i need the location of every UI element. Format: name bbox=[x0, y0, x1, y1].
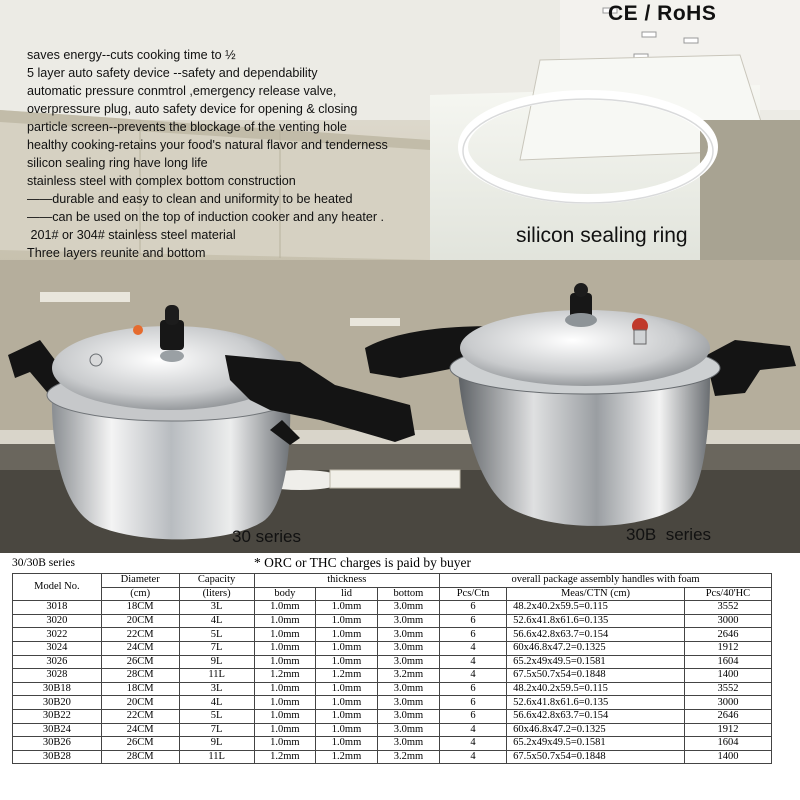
feature-item: particle screen--prevents the blockage of the venting hole bbox=[27, 120, 347, 134]
table-cell: 30B18 bbox=[13, 682, 102, 696]
series-30b-label: 30B series bbox=[626, 525, 712, 544]
feature-item: Three layers reunite and bottom bbox=[27, 246, 206, 260]
table-cell: 60x46.8x47.2=0.1325 bbox=[507, 641, 685, 655]
table-cell: 48.2x40.2x59.5=0.115 bbox=[507, 682, 685, 696]
table-cell: 1.0mm bbox=[316, 723, 378, 737]
table-cell: 30B26 bbox=[13, 737, 102, 751]
table-cell: 1.0mm bbox=[316, 655, 378, 669]
table-cell: 3.0mm bbox=[377, 709, 439, 723]
table-cell: 1.2mm bbox=[316, 750, 378, 764]
table-cell: 11L bbox=[179, 669, 254, 683]
table-cell: 65.2x49x49.5=0.1581 bbox=[507, 737, 685, 751]
table-cell: 26CM bbox=[101, 655, 179, 669]
table-cell: 48.2x40.2x59.5=0.115 bbox=[507, 601, 685, 615]
table-cell: 1.0mm bbox=[316, 682, 378, 696]
table-row bbox=[13, 696, 772, 710]
table-cell: 1.0mm bbox=[254, 737, 316, 751]
table-cell: 1.0mm bbox=[254, 723, 316, 737]
table-row bbox=[13, 628, 772, 642]
table-cell: 3028 bbox=[13, 669, 102, 683]
table-cell: 52.6x41.8x61.6=0.135 bbox=[507, 614, 685, 628]
table-row bbox=[13, 614, 772, 628]
table-cell: 24CM bbox=[101, 723, 179, 737]
col-pcs-hc: Pcs/40'HC bbox=[684, 587, 771, 601]
table-cell: 3552 bbox=[684, 601, 771, 615]
table-cell: 4 bbox=[440, 655, 507, 669]
col-diameter: Diameter bbox=[101, 574, 179, 588]
col-lid: lid bbox=[316, 587, 378, 601]
table-cell: 30B28 bbox=[13, 750, 102, 764]
table-cell: 1.0mm bbox=[254, 682, 316, 696]
table-cell: 1.0mm bbox=[254, 655, 316, 669]
table-cell: 7L bbox=[179, 641, 254, 655]
feature-item: healthy cooking-retains your food's natural flavor and tenderness bbox=[27, 138, 388, 152]
col-body: body bbox=[254, 587, 316, 601]
table-cell: 5L bbox=[179, 709, 254, 723]
table-cell: 4 bbox=[440, 641, 507, 655]
table-cell: 3.2mm bbox=[377, 669, 439, 683]
feature-list bbox=[27, 46, 388, 262]
table-cell: 3026 bbox=[13, 655, 102, 669]
silicone-ring-image bbox=[448, 82, 728, 212]
col-diameter-unit: (cm) bbox=[101, 587, 179, 601]
table-cell: 3.0mm bbox=[377, 696, 439, 710]
col-thickness: thickness bbox=[254, 574, 439, 588]
table-cell: 7L bbox=[179, 723, 254, 737]
table-cell: 30B22 bbox=[13, 709, 102, 723]
table-cell: 4 bbox=[440, 669, 507, 683]
table-row bbox=[13, 723, 772, 737]
spec-table-section bbox=[0, 553, 800, 800]
table-cell: 1.0mm bbox=[316, 601, 378, 615]
table-cell: 67.5x50.7x54=0.1848 bbox=[507, 669, 685, 683]
table-note: * ORC or THC charges is paid by buyer bbox=[254, 555, 471, 570]
ring-label: silicon sealing ring bbox=[516, 224, 688, 247]
table-cell: 3.0mm bbox=[377, 737, 439, 751]
feature-item: stainless steel with complex bottom construction bbox=[27, 174, 296, 188]
table-cell: 30B20 bbox=[13, 696, 102, 710]
table-cell: 3.0mm bbox=[377, 682, 439, 696]
col-capacity-unit: (liters) bbox=[179, 587, 254, 601]
table-cell: 1.0mm bbox=[254, 614, 316, 628]
table-cell: 6 bbox=[440, 601, 507, 615]
feature-item: ——durable and easy to clean and uniformity to be heated bbox=[27, 192, 353, 206]
table-cell: 6 bbox=[440, 614, 507, 628]
table-cell: 6 bbox=[440, 628, 507, 642]
table-cell: 1.2mm bbox=[254, 750, 316, 764]
table-cell: 30B24 bbox=[13, 723, 102, 737]
certification-marks: CE / RoHS bbox=[608, 2, 717, 25]
feature-item: 201# or 304# stainless steel material bbox=[27, 228, 236, 242]
table-cell: 1.0mm bbox=[254, 696, 316, 710]
feature-item: automatic pressure conmtrol ,emergency release valve, bbox=[27, 84, 337, 98]
table-cell: 11L bbox=[179, 750, 254, 764]
table-cell: 22CM bbox=[101, 709, 179, 723]
table-cell: 1400 bbox=[684, 669, 771, 683]
table-cell: 1912 bbox=[684, 723, 771, 737]
table-cell: 2646 bbox=[684, 628, 771, 642]
table-cell: 6 bbox=[440, 709, 507, 723]
table-cell: 1604 bbox=[684, 737, 771, 751]
table-cell: 6 bbox=[440, 696, 507, 710]
table-cell: 3.0mm bbox=[377, 628, 439, 642]
table-cell: 3L bbox=[179, 682, 254, 696]
table-cell: 1.2mm bbox=[316, 669, 378, 683]
table-title: 30/30B series bbox=[12, 557, 75, 569]
table-cell: 1.0mm bbox=[316, 737, 378, 751]
table-row bbox=[13, 655, 772, 669]
feature-item: overpressure plug, auto safety device for opening & closing bbox=[27, 102, 358, 116]
col-bottom: bottom bbox=[377, 587, 439, 601]
table-cell: 56.6x42.8x63.7=0.154 bbox=[507, 709, 685, 723]
table-cell: 3000 bbox=[684, 696, 771, 710]
table-row bbox=[13, 737, 772, 751]
table-cell: 1.0mm bbox=[316, 696, 378, 710]
cooker-30b-series-image bbox=[360, 278, 800, 538]
table-cell: 1.0mm bbox=[254, 628, 316, 642]
feature-item: saves energy--cuts cooking time to ½ bbox=[27, 48, 236, 62]
table-cell: 6 bbox=[440, 682, 507, 696]
table-cell: 22CM bbox=[101, 628, 179, 642]
table-cell: 24CM bbox=[101, 641, 179, 655]
table-cell: 67.5x50.7x54=0.1848 bbox=[507, 750, 685, 764]
table-cell: 5L bbox=[179, 628, 254, 642]
table-cell: 4 bbox=[440, 723, 507, 737]
col-model: Model No. bbox=[13, 574, 102, 601]
table-cell: 1.0mm bbox=[254, 641, 316, 655]
table-cell: 60x46.8x47.2=0.1325 bbox=[507, 723, 685, 737]
table-cell: 26CM bbox=[101, 737, 179, 751]
table-cell: 28CM bbox=[101, 669, 179, 683]
table-cell: 1400 bbox=[684, 750, 771, 764]
table-cell: 18CM bbox=[101, 682, 179, 696]
spec-table-body bbox=[13, 601, 772, 764]
table-cell: 3.0mm bbox=[377, 723, 439, 737]
table-cell: 20CM bbox=[101, 614, 179, 628]
table-cell: 4 bbox=[440, 750, 507, 764]
table-row bbox=[13, 709, 772, 723]
table-cell: 1.0mm bbox=[316, 614, 378, 628]
table-cell: 3020 bbox=[13, 614, 102, 628]
table-cell: 1.0mm bbox=[316, 641, 378, 655]
table-cell: 9L bbox=[179, 655, 254, 669]
col-pcs-ctn: Pcs/Ctn bbox=[440, 587, 507, 601]
cooker-30-series-image bbox=[0, 300, 420, 553]
table-cell: 1.2mm bbox=[254, 669, 316, 683]
table-cell: 20CM bbox=[101, 696, 179, 710]
table-cell: 9L bbox=[179, 737, 254, 751]
feature-item: ——can be used on the top of induction cooker and any heater . bbox=[27, 210, 385, 224]
table-cell: 4L bbox=[179, 696, 254, 710]
table-cell: 1604 bbox=[684, 655, 771, 669]
table-cell: 3024 bbox=[13, 641, 102, 655]
table-cell: 28CM bbox=[101, 750, 179, 764]
col-meas: Meas/CTN (cm) bbox=[507, 587, 685, 601]
table-cell: 1912 bbox=[684, 641, 771, 655]
table-cell: 3.0mm bbox=[377, 601, 439, 615]
table-cell: 1.0mm bbox=[254, 601, 316, 615]
table-cell: 4 bbox=[440, 737, 507, 751]
table-cell: 65.2x49x49.5=0.1581 bbox=[507, 655, 685, 669]
table-row bbox=[13, 669, 772, 683]
table-cell: 3L bbox=[179, 601, 254, 615]
spec-table bbox=[12, 573, 772, 764]
table-cell: 52.6x41.8x61.6=0.135 bbox=[507, 696, 685, 710]
table-cell: 1.0mm bbox=[254, 709, 316, 723]
table-cell: 3.0mm bbox=[377, 655, 439, 669]
feature-item: 5 layer auto safety device --safety and dependability bbox=[27, 66, 318, 80]
table-cell: 4L bbox=[179, 614, 254, 628]
feature-item: silicon sealing ring have long life bbox=[27, 156, 208, 170]
table-cell: 3022 bbox=[13, 628, 102, 642]
table-cell: 3552 bbox=[684, 682, 771, 696]
col-package: overall package assembly handles with foam bbox=[440, 574, 772, 588]
table-row bbox=[13, 601, 772, 615]
table-cell: 1.0mm bbox=[316, 709, 378, 723]
col-capacity: Capacity bbox=[179, 574, 254, 588]
table-cell: 3.2mm bbox=[377, 750, 439, 764]
table-cell: 3000 bbox=[684, 614, 771, 628]
table-cell: 3.0mm bbox=[377, 641, 439, 655]
table-row bbox=[13, 750, 772, 764]
table-cell: 56.6x42.8x63.7=0.154 bbox=[507, 628, 685, 642]
table-cell: 18CM bbox=[101, 601, 179, 615]
table-row bbox=[13, 641, 772, 655]
series-30-label: 30 series bbox=[232, 527, 301, 546]
table-cell: 3.0mm bbox=[377, 614, 439, 628]
table-cell: 3018 bbox=[13, 601, 102, 615]
table-row bbox=[13, 682, 772, 696]
table-cell: 1.0mm bbox=[316, 628, 378, 642]
table-cell: 2646 bbox=[684, 709, 771, 723]
